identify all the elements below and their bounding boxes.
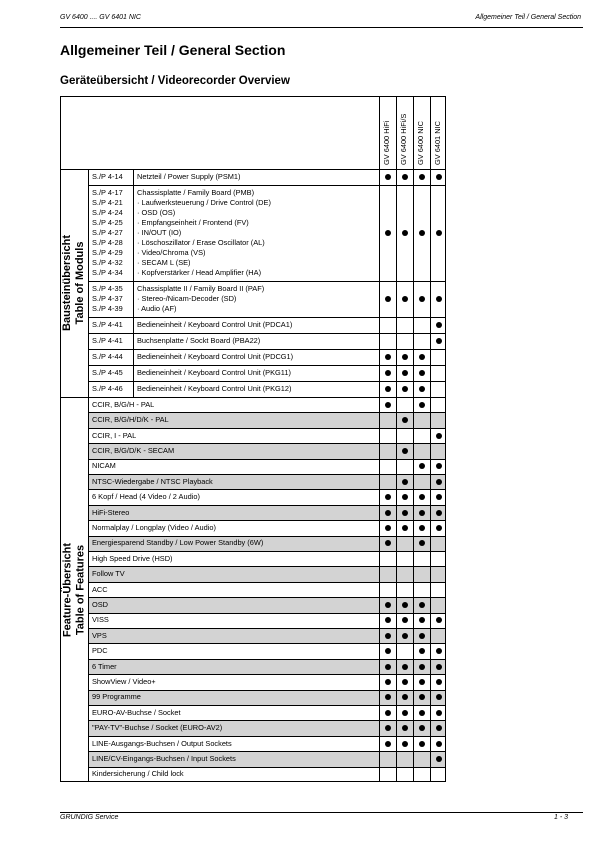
feature-dot [419,694,425,700]
header-rule [60,27,583,28]
module-ref: S./P 4-41 [92,320,123,329]
module-dot [436,174,442,180]
feature-dot [419,525,425,531]
feature-dot [419,494,425,500]
row-rule [88,674,446,675]
row-rule [88,317,446,318]
page-header [60,14,581,26]
row-rule [88,582,446,583]
module-dot [402,230,408,236]
module-ref: S./P 4-35 [92,284,123,293]
feature-label: CCIR, B/G/H/D/K - PAL [92,415,169,425]
module-dot [385,296,391,302]
feature-dot [419,402,425,408]
feature-label: LINE/CV-Eingangs-Buchsen / Input Sockets [92,753,236,763]
module-desc-line: · Video/Chroma (VS) [137,248,206,257]
module-ref: S./P 4-45 [92,368,123,377]
page-footer [60,814,568,826]
feature-dot [419,510,425,516]
module-refs [92,352,123,362]
module-ref: S./P 4-25 [92,218,123,227]
row-rule [88,767,446,768]
feature-dot [385,648,391,654]
feature-label: Normalplay / Longplay (Video / Audio) [92,522,216,532]
feature-dot [385,617,391,623]
module-dot [385,230,391,236]
feature-dot [436,479,442,485]
feature-dot [385,741,391,747]
row-rule [88,597,446,598]
feature-dot [402,417,408,423]
module-dot [419,296,425,302]
model-header: GV 6400 HiFi/S [399,113,408,165]
module-desc-line: Bedieneinheit / Keyboard Control Unit (PDCA1) [137,320,293,329]
module-dot [402,354,408,360]
module-ref: S./P 4-39 [92,304,123,313]
module-desc [137,320,292,330]
module-ref: S./P 4-34 [92,268,123,277]
feature-dot [402,710,408,716]
module-desc-line: · IN/OUT (IO) [137,228,182,237]
row-rule [88,520,446,521]
module-desc-line: · Kopfverstärker / Head Amplifier (HA) [137,268,262,277]
module-desc [137,352,293,362]
feature-dot [402,741,408,747]
module-dot [419,386,425,392]
module-dot [385,354,391,360]
feature-dot [436,648,442,654]
module-refs [92,368,123,378]
feature-label: 99 Programme [92,692,141,702]
feature-label: EURO-AV-Buchse / Socket [92,707,181,717]
feature-dot [402,694,408,700]
overview-table [60,96,446,784]
feature-dot [385,402,391,408]
row-rule [88,551,446,552]
module-ref: S./P 4-28 [92,238,123,247]
feature-dot [402,510,408,516]
feature-dot [385,664,391,670]
module-dot [419,174,425,180]
feature-dot [419,679,425,685]
feature-dot [436,679,442,685]
module-ref: S./P 4-17 [92,188,123,197]
feature-label: Follow TV [92,569,125,579]
module-dot [402,296,408,302]
feature-dot [436,510,442,516]
module-dot [385,174,391,180]
row-rule [88,613,446,614]
row-rule [88,281,446,282]
module-dot [436,296,442,302]
module-ref: S./P 4-41 [92,336,123,345]
feature-label: VPS [92,630,107,640]
feature-label: CCIR, I - PAL [92,430,137,440]
feature-dot [402,479,408,485]
feature-dot [385,494,391,500]
row-rule [88,428,446,429]
module-dot [436,338,442,344]
feature-label: ACC [92,584,108,594]
feature-dot [419,648,425,654]
feature-dot [419,710,425,716]
model-header: GV 6400 NIC [416,121,425,165]
section-label-line: Table of Moduls [74,241,86,325]
ref-divider [133,169,134,397]
feature-dot [402,602,408,608]
feature-dot [419,617,425,623]
row-rule [88,736,446,737]
module-desc-line: Chassisplatte / Family Board (PMB) [137,188,255,197]
module-refs [92,384,123,394]
feature-dot [419,540,425,546]
module-ref: S./P 4-29 [92,248,123,257]
module-desc-line: · Empfangseinheit / Frontend (FV) [137,218,249,227]
feature-dot [436,756,442,762]
row-rule [88,489,446,490]
feature-dot [436,494,442,500]
feature-dot [385,710,391,716]
feature-dot [436,463,442,469]
feature-dot [385,525,391,531]
row-rule [88,459,446,460]
model-header: GV 6401 NIC [433,121,442,165]
row-rule [88,628,446,629]
feature-dot [402,448,408,454]
row-rule [88,381,446,382]
module-desc-line: Buchsenplatte / Sockt Board (PBA22) [137,336,261,345]
feature-dot [419,463,425,469]
row-rule [88,566,446,567]
section-label [61,169,87,397]
module-ref: S./P 4-21 [92,198,123,207]
module-ref: S./P 4-44 [92,352,123,361]
feature-dot [436,525,442,531]
feature-dot [402,679,408,685]
feature-dot [385,679,391,685]
module-dot [385,386,391,392]
model-divider [430,96,431,782]
footer-left: GRUNDIG Service [60,814,119,821]
module-refs [92,188,123,278]
section-label-line: Bausteinübersicht [61,235,73,331]
feature-label: "PAY-TV"-Buchse / Socket (EURO-AV2) [92,723,223,733]
feature-dot [419,602,425,608]
module-refs [92,336,123,346]
feature-dot [402,664,408,670]
feature-label: LINE-Ausgangs-Buchsen / Output Sockets [92,738,232,748]
feature-label: PDC [92,646,108,656]
feature-dot [385,633,391,639]
feature-dot [419,664,425,670]
row-rule [88,349,446,350]
feature-dot [436,741,442,747]
module-desc-line: Bedieneinheit / Keyboard Control Unit (PKG12) [137,384,292,393]
feature-label: 6 Timer [92,661,117,671]
module-desc-line: · Löschoszillator / Erase Oscillator (AL) [137,238,265,247]
module-desc [137,368,291,378]
feature-label: CCIR, B/G/H - PAL [92,399,155,409]
row-rule [88,412,446,413]
feature-dot [436,617,442,623]
module-ref: S./P 4-37 [92,294,123,303]
module-desc [137,188,271,278]
model-divider [413,96,414,782]
module-dot [436,322,442,328]
feature-dot [402,617,408,623]
section-label-line: Feature-Übersicht [61,542,73,637]
model-divider [396,96,397,782]
feature-label: CCIR, B/G/D/K - SECAM [92,445,175,455]
page-title: Allgemeiner Teil / General Section [60,42,286,58]
module-dot [419,230,425,236]
module-desc-line: · Laufwerksteuerung / Drive Control (DE) [137,198,271,207]
feature-dot [402,525,408,531]
feature-dot [436,725,442,731]
row-rule [88,659,446,660]
module-dot [385,370,391,376]
feature-label: HiFi-Stereo [92,507,130,517]
module-desc [137,336,260,346]
module-desc-line: Bedieneinheit / Keyboard Control Unit (PKG11) [137,368,291,377]
feature-label: High Speed Drive (HSD) [92,553,173,563]
module-refs [92,320,123,330]
feature-label: OSD [92,599,109,609]
page-subtitle: Geräteübersicht / Videorecorder Overview [60,75,290,87]
row-rule [88,474,446,475]
module-desc-line: Bedieneinheit / Keyboard Control Unit (PDCG1) [137,352,294,361]
row-rule [88,443,446,444]
feature-label: NTSC-Wiedergabe / NTSC Playback [92,476,213,486]
module-desc [137,384,291,394]
module-dot [419,370,425,376]
row-rule [88,705,446,706]
row-rule [88,751,446,752]
feature-label: NICAM [92,461,116,471]
module-desc-line: · OSD (OS) [137,208,176,217]
module-desc-line: · Stereo-/Nicam-Decoder (SD) [137,294,237,303]
module-desc [137,284,264,314]
row-rule [88,185,446,186]
module-dot [402,386,408,392]
row-rule [88,690,446,691]
header-right: Allgemeiner Teil / General Section [475,14,581,21]
module-refs [92,172,123,182]
feature-label: Kindersicherung / Child lock [92,769,184,779]
module-ref: S./P 4-32 [92,258,123,267]
feature-dot [385,602,391,608]
feature-dot [419,725,425,731]
row-rule [88,536,446,537]
module-dot [402,370,408,376]
feature-label: Energiesparend Standby / Low Power Standby (6W) [92,538,264,548]
feature-dot [436,433,442,439]
row-rule [88,643,446,644]
module-dot [419,354,425,360]
feature-label: ShowView / Video+ [92,676,156,686]
row-rule [88,365,446,366]
module-ref: S./P 4-14 [92,172,123,181]
section-label [61,397,87,782]
feature-dot [385,725,391,731]
feature-label: VISS [92,615,109,625]
feature-label: 6 Kopf / Head (4 Video / 2 Audio) [92,492,200,502]
module-desc-line: · Audio (AF) [137,304,177,313]
feature-dot [385,510,391,516]
feature-dot [419,633,425,639]
header-divider [60,169,446,170]
header-left: GV 6400 .... GV 6401 NIC [60,14,141,21]
feature-dot [436,694,442,700]
module-desc [137,172,241,182]
module-desc-line: · SECAM L (SE) [137,258,191,267]
model-header: GV 6400 HiFi [382,120,391,165]
footer-right: 1 - 3 [553,814,568,821]
module-desc-line: Chassisplatte II / Family Board II (PAF) [137,284,265,293]
module-ref: S./P 4-46 [92,384,123,393]
feature-dot [436,664,442,670]
feature-dot [402,494,408,500]
feature-dot [385,540,391,546]
footer-rule [60,812,583,813]
feature-dot [402,633,408,639]
row-rule [88,333,446,334]
module-dot [402,174,408,180]
module-ref: S./P 4-27 [92,228,123,237]
model-divider [379,96,380,782]
section-break [60,397,446,398]
feature-dot [436,710,442,716]
row-rule [88,505,446,506]
row-rule [88,720,446,721]
module-desc-line: Netzteil / Power Supply (PSM1) [137,172,241,181]
module-refs [92,284,123,314]
module-ref: S./P 4-24 [92,208,123,217]
feature-dot [385,694,391,700]
feature-dot [419,741,425,747]
module-dot [436,230,442,236]
section-label-line: Table of Features [74,544,86,635]
feature-dot [402,725,408,731]
